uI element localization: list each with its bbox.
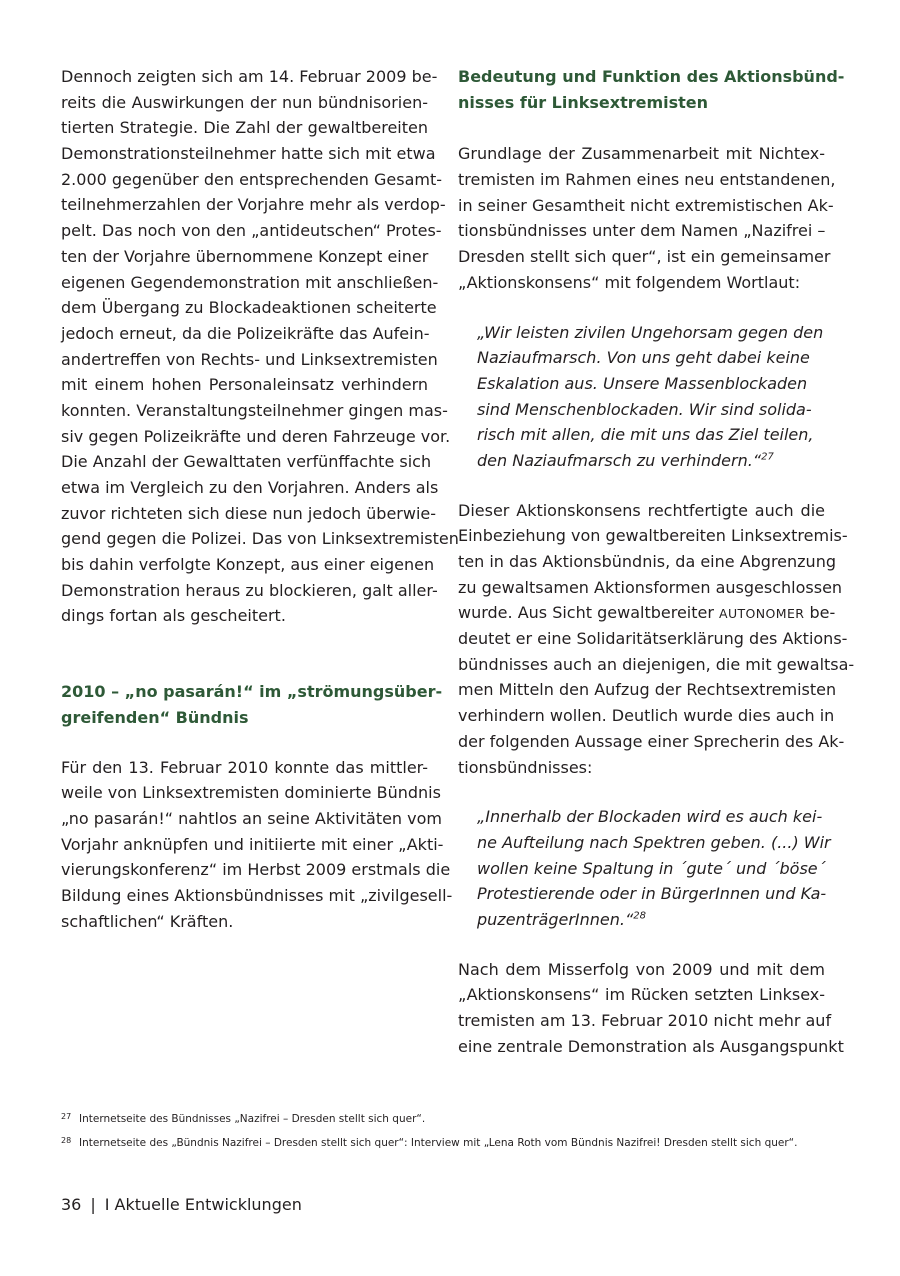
- footnotes: [61, 1106, 851, 1154]
- right-paragraph-3: [458, 957, 844, 1060]
- footnote-text: Internetseite des „Bündnis Nazifrei – Dresden stellt sich quer“: Interview mit „Lena Roth vom Bündnis Nazifrei! Dresden stellt sich quer“.: [79, 1137, 798, 1149]
- text-line: [477, 371, 825, 397]
- footnote-28: [61, 1130, 851, 1154]
- line-text: andertreffen von Rechts- und Linksextremisten: [61, 349, 438, 369]
- text-line: [61, 424, 451, 450]
- text-line: [458, 703, 835, 729]
- text-line: [61, 755, 428, 781]
- line-text: Bildung eines Aktionsbündnisses mit „zivilgesell-: [61, 885, 453, 905]
- text-line: [61, 552, 435, 578]
- line-text: „Aktionskonsens“ im Rücken setzten Linksex-: [458, 985, 825, 1005]
- text-line: [61, 192, 446, 218]
- line-text: Grundlage der Zusammenarbeit mit Nichtex-: [458, 144, 825, 164]
- line-text: tremisten im Rahmen eines neu entstandenen,: [458, 170, 836, 190]
- line-text: etwa im Vergleich zu den Vorjahren. Anders als: [61, 478, 439, 497]
- footnote-number: 28: [61, 1136, 72, 1145]
- text-line: [458, 755, 825, 781]
- text-line: [61, 398, 448, 424]
- section-heading-bedeutung: [458, 64, 845, 115]
- line-text: bis dahin verfolgte Konzept, aus einer eigenen: [61, 555, 435, 575]
- text-line: [61, 372, 428, 398]
- text-line: [61, 501, 437, 527]
- right-paragraph-1: [458, 141, 836, 295]
- text-line: [61, 218, 442, 244]
- line-text: tierten Strategie. Die Zahl der gewaltbereiten: [61, 118, 428, 138]
- text-line: [477, 422, 825, 448]
- text-line: [61, 90, 428, 116]
- line-text: Für den 13. Februar 2010 konnte das mittler-: [61, 757, 428, 777]
- text-line: [61, 780, 441, 806]
- line-text: sind Menschenblockaden. Wir sind solida-: [477, 399, 812, 419]
- text-line: [458, 270, 825, 296]
- footnote-reference: 27: [761, 451, 774, 463]
- spacer: [458, 933, 825, 957]
- line-text: ne Aufteilung nach Spektren geben. (...) Wir: [477, 832, 831, 852]
- line-text: teilnehmerzahlen der Vorjahre mehr als verdop-: [61, 195, 446, 215]
- line-text: jedoch erneut, da die Polizeikräfte das Aufein-: [61, 323, 430, 343]
- line-text: weile von Linksextremisten dominierte Bündnis: [61, 783, 441, 803]
- text-line: [61, 475, 439, 501]
- line-text: dings fortan als gescheitert.: [61, 606, 286, 626]
- page-footer: [61, 1195, 302, 1215]
- text-line: [61, 603, 428, 629]
- right-paragraph-2-lines-a: [458, 498, 848, 601]
- line-text: zu gewaltsamen Aktionsformen ausgeschlossen: [458, 577, 843, 597]
- text-line: [458, 1008, 832, 1034]
- spacer: [458, 115, 825, 141]
- text-line: [477, 320, 825, 346]
- right-column: [458, 64, 855, 1059]
- text-line: [61, 832, 444, 858]
- line-text: gend gegen die Polizei. Das von Linksextremisten: [61, 529, 459, 549]
- text-line: [61, 295, 437, 321]
- text-line: [477, 345, 825, 371]
- line-text: den Naziaufmarsch zu verhindern.“: [477, 450, 762, 470]
- spacer: [61, 655, 428, 679]
- line-text: 2010 – „no pasarán!“ im „strömungsüber-: [61, 682, 443, 702]
- page-number: 36: [61, 1195, 82, 1214]
- footnote-reference: 28: [633, 910, 647, 922]
- line-text: Dennoch zeigten sich am 14. Februar 2009 be-: [61, 67, 438, 86]
- spacer: [458, 780, 825, 804]
- text-line: [61, 806, 442, 832]
- line-text: tionsbündnisses unter dem Namen „Nazifrei –: [458, 221, 826, 241]
- line-text: mit einem hohen Personaleinsatz verhindern: [61, 375, 428, 395]
- line-text: Die Anzahl der Gewalttaten verfünffachte sich: [61, 452, 432, 472]
- line-text: Einbeziehung von gewaltbereiten Linksextremis-: [458, 526, 848, 546]
- text-line: [458, 677, 837, 703]
- quote-aktionskonsens: [458, 320, 825, 474]
- text-line: [458, 141, 825, 167]
- left-paragraph-2: [61, 755, 453, 935]
- footnote-27: [61, 1106, 851, 1130]
- line-text: wollen keine Spaltung in ´gute´ und ´böse´: [477, 858, 826, 878]
- line-text: Dresden stellt sich quer“, ist ein gemeinsamer: [458, 247, 831, 267]
- line-text: greifenden“ Bündnis: [61, 707, 249, 727]
- text-line: [458, 1034, 844, 1060]
- line-text: deutet er eine Solidaritätserklärung des Aktions-: [458, 629, 848, 649]
- line-text: puzenträgerInnen.“: [477, 909, 634, 929]
- line-text: dem Übergang zu Blockadeaktionen scheiterte: [61, 298, 437, 318]
- line-text: Protestierende oder in BürgerInnen und Ka-: [477, 884, 827, 904]
- small-caps-term: AUTONOMER: [719, 606, 805, 622]
- text-line: [61, 141, 436, 167]
- footnote-number: 27: [61, 1112, 72, 1121]
- text-line: [458, 64, 845, 90]
- line-text: nisses für Linksextremisten: [458, 92, 709, 112]
- footer-section-title: I Aktuelle Entwicklungen: [104, 1195, 302, 1214]
- text-line: [61, 705, 428, 731]
- line-text: ten der Vorjahre übernommene Konzept einer: [61, 246, 429, 266]
- text-line: [61, 578, 438, 604]
- text-line: [477, 881, 825, 907]
- line-text: tionsbündnisses:: [458, 757, 593, 777]
- text-line: [61, 270, 439, 296]
- line-text: risch mit allen, die mit uns das Ziel teilen,: [477, 425, 814, 445]
- line-text: schaftlichen“ Kräften.: [61, 911, 234, 931]
- text-line: [458, 729, 845, 755]
- line-text: Eskalation aus. Unsere Massenblockaden: [477, 373, 808, 393]
- line-text: siv gegen Polizeikräfte und deren Fahrzeuge vor.: [61, 426, 451, 446]
- line-text: eigenen Gegendemonstration mit anschließen-: [61, 272, 439, 292]
- line-text: bündnisses auch an diejenigen, die mit gewaltsa-: [458, 654, 855, 674]
- footer-separator: |: [90, 1195, 96, 1214]
- line-text: Demonstration heraus zu blockieren, galt aller-: [61, 580, 438, 600]
- line-text: „Innerhalb der Blockaden wird es auch kei-: [477, 807, 823, 827]
- spacer: [458, 474, 825, 498]
- text-line: [61, 115, 428, 141]
- right-paragraph-2: [458, 498, 855, 781]
- line-text: pelt. Das noch von den „antideutschen“ Protes-: [61, 221, 442, 241]
- text-line: [477, 448, 825, 474]
- line-text: ten in das Aktionsbündnis, da eine Abgrenzung: [458, 552, 836, 571]
- text-line: [61, 167, 443, 193]
- spacer: [61, 731, 428, 755]
- spacer: [61, 629, 428, 655]
- line-text: der folgenden Aussage einer Sprecherin des Ak-: [458, 731, 845, 751]
- text-run: be-: [804, 603, 836, 623]
- text-line: [61, 449, 432, 475]
- right-paragraph-2-line-wurde: [458, 600, 836, 626]
- right-paragraph-2-lines-b: [458, 626, 855, 780]
- text-line: [458, 193, 834, 219]
- line-text: 2.000 gegenüber den entsprechenden Gesamt-: [61, 169, 443, 189]
- text-line: [458, 498, 825, 524]
- quote-sprecherin: [458, 804, 831, 932]
- text-line: [458, 549, 836, 575]
- line-text: in seiner Gesamtheit nicht extremistischen Ak-: [458, 195, 834, 215]
- text-line: [61, 244, 428, 270]
- line-text: Naziaufmarsch. Von uns geht dabei keine: [477, 348, 810, 368]
- text-run: wurde. Aus Sicht gewaltbereiter: [458, 603, 720, 623]
- line-text: eine zentrale Demonstration als Ausgangspunkt: [458, 1036, 844, 1056]
- text-line: [458, 218, 825, 244]
- text-line: [458, 244, 831, 270]
- text-line: [458, 167, 836, 193]
- text-line: [458, 90, 825, 116]
- line-text: konnten. Veranstaltungsteilnehmer gingen mas-: [61, 400, 448, 420]
- spacer: [458, 296, 825, 320]
- text-line: [61, 321, 428, 347]
- left-column: [61, 64, 459, 934]
- text-line: [477, 856, 825, 882]
- line-text: zuvor richteten sich diese nun jedoch überwie-: [61, 503, 437, 523]
- line-text: vierungskonferenz“ im Herbst 2009 erstmals die: [61, 860, 451, 880]
- line-text: reits die Auswirkungen der nun bündnisorien-: [61, 92, 428, 112]
- text-line: [477, 804, 825, 830]
- line-text: „Aktionskonsens“ mit folgendem Wortlaut:: [458, 272, 801, 292]
- text-line: [477, 907, 825, 933]
- text-line: [61, 526, 459, 552]
- line-text: Dieser Aktionskonsens rechtfertigte auch die: [458, 500, 825, 520]
- text-line: [458, 626, 848, 652]
- line-text: verhindern wollen. Deutlich wurde dies auch in: [458, 706, 835, 726]
- line-text: „Wir leisten zivilen Ungehorsam gegen den: [477, 322, 824, 342]
- text-line: [61, 883, 453, 909]
- line-text: „no pasarán!“ nahtlos an seine Aktivitäten vom: [61, 808, 442, 828]
- text-line: [477, 397, 825, 423]
- text-line: [458, 575, 843, 601]
- text-line: [458, 523, 848, 549]
- text-line: [61, 857, 451, 883]
- text-line: [477, 830, 831, 856]
- text-line: [458, 652, 855, 678]
- text-line: [458, 957, 825, 983]
- text-line: [61, 347, 438, 373]
- text-line: [61, 64, 438, 90]
- line-text: tremisten am 13. Februar 2010 nicht mehr auf: [458, 1011, 832, 1030]
- footnote-text: Internetseite des Bündnisses „Nazifrei – Dresden stellt sich quer“.: [79, 1113, 426, 1125]
- left-paragraph-1: [61, 64, 459, 629]
- section-heading-2010: [61, 679, 443, 730]
- text-line: [61, 679, 443, 705]
- line-text: Bedeutung und Funktion des Aktionsbünd-: [458, 67, 845, 86]
- text-line: [61, 909, 428, 935]
- line-text: Vorjahr anknüpfen und initiierte mit einer „Akti-: [61, 834, 444, 854]
- text-line: [458, 982, 825, 1008]
- line-text: Nach dem Misserfolg von 2009 und mit dem: [458, 959, 825, 979]
- line-text: men Mitteln den Aufzug der Rechtsextremisten: [458, 680, 837, 700]
- line-text: Demonstrationsteilnehmer hatte sich mit etwa: [61, 144, 436, 164]
